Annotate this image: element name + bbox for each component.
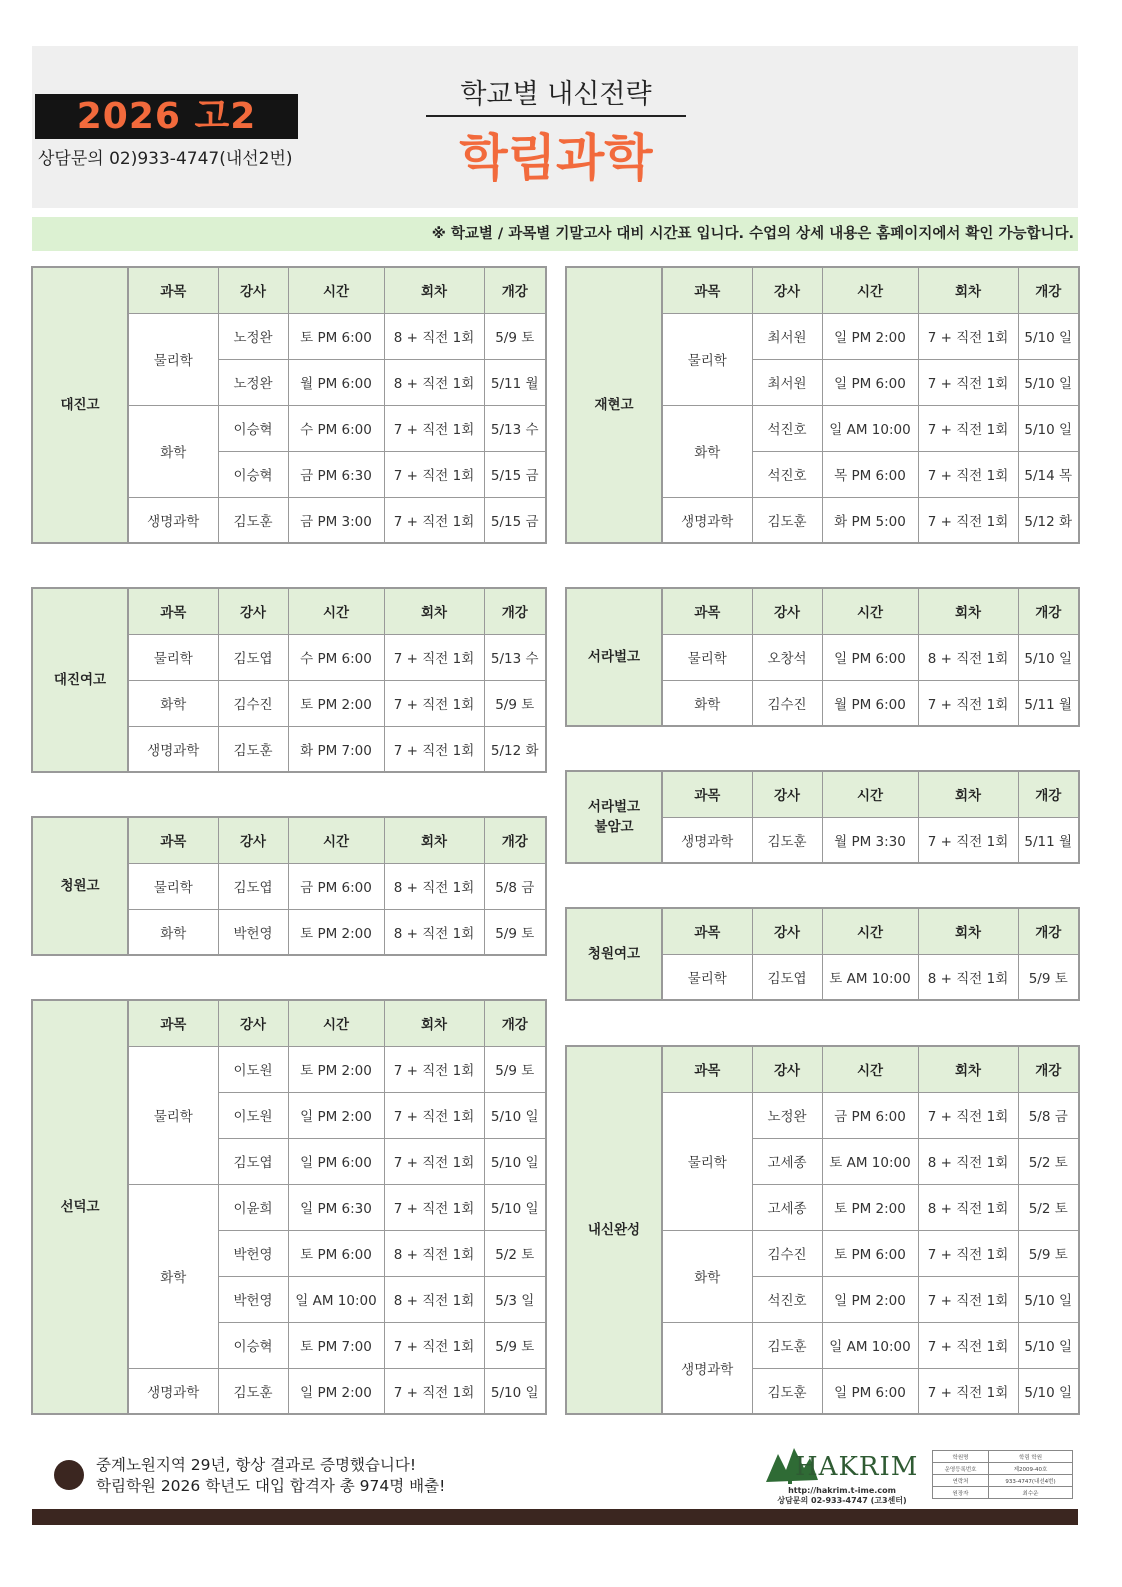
subject-cell: 화학 (662, 405, 752, 497)
teacher-cell: 고세종 (752, 1138, 822, 1184)
col-teacher: 강사 (752, 771, 822, 817)
sessions-cell: 7 + 직전 1회 (384, 1046, 484, 1092)
notice-banner: ※ 학교별 / 과목별 기말고사 대비 시간표 입니다. 수업의 상세 내용은 홈페이지에서 확인 가능합니다. (32, 217, 1078, 251)
sessions-cell: 8 + 직전 1회 (384, 313, 484, 359)
school-name: 대진고 (32, 267, 128, 543)
subject-cell: 물리학 (662, 313, 752, 405)
time-cell: 일 PM 6:00 (822, 634, 918, 680)
time-cell: 월 PM 6:00 (822, 680, 918, 726)
sessions-cell: 8 + 직전 1회 (918, 1138, 1018, 1184)
start-cell: 5/12 화 (1018, 497, 1079, 543)
time-cell: 월 PM 6:00 (288, 359, 384, 405)
col-subject: 과목 (662, 771, 752, 817)
sessions-cell: 7 + 직전 1회 (918, 1092, 1018, 1138)
table-row (933, 1487, 1073, 1499)
teacher-cell: 김수진 (752, 1230, 822, 1276)
info-value: 학림 학원 (989, 1451, 1073, 1463)
logo-url (772, 1486, 912, 1506)
teacher-cell: 석진호 (752, 405, 822, 451)
sessions-cell: 8 + 직전 1회 (918, 954, 1018, 1000)
col-teacher: 강사 (752, 1046, 822, 1092)
teacher-cell: 이도원 (218, 1092, 288, 1138)
subject-cell: 생명과학 (128, 726, 218, 772)
sessions-cell: 7 + 직전 1회 (384, 1368, 484, 1414)
teacher-cell: 석진호 (752, 451, 822, 497)
footer-message (96, 1455, 445, 1497)
teacher-cell: 이승혁 (218, 1322, 288, 1368)
info-value: 제2009-40호 (989, 1463, 1073, 1475)
teacher-cell: 박헌영 (218, 1230, 288, 1276)
col-teacher: 강사 (752, 588, 822, 634)
sessions-cell: 7 + 직전 1회 (384, 680, 484, 726)
sessions-cell: 7 + 직전 1회 (384, 726, 484, 772)
start-cell: 5/10 일 (484, 1368, 546, 1414)
teacher-cell: 이도원 (218, 1046, 288, 1092)
teacher-cell: 김도훈 (752, 1322, 822, 1368)
teacher-cell: 석진호 (752, 1276, 822, 1322)
col-sessions: 회차 (918, 267, 1018, 313)
time-cell: 금 PM 6:30 (288, 451, 384, 497)
footer-line1: 중계노원지역 29년, 항상 결과로 증명했습니다! (96, 1456, 417, 1474)
subject-cell: 생명과학 (128, 497, 218, 543)
col-sessions: 회차 (918, 771, 1018, 817)
col-teacher: 강사 (218, 267, 288, 313)
time-cell: 목 PM 6:00 (822, 451, 918, 497)
time-cell: 일 PM 6:00 (822, 359, 918, 405)
school-name: 대진여고 (32, 588, 128, 772)
subject-cell: 물리학 (128, 634, 218, 680)
sessions-cell: 7 + 직전 1회 (384, 634, 484, 680)
schedule-cheongwon-girls (565, 907, 1080, 1001)
sessions-cell: 7 + 직전 1회 (918, 451, 1018, 497)
sessions-cell: 7 + 직전 1회 (918, 405, 1018, 451)
start-cell: 5/10 일 (484, 1138, 546, 1184)
start-cell: 5/9 토 (1018, 1230, 1079, 1276)
footer-line2: 학림학원 2026 학년도 대입 합격자 총 974명 배출! (96, 1477, 446, 1495)
sessions-cell: 7 + 직전 1회 (918, 313, 1018, 359)
col-teacher: 강사 (218, 588, 288, 634)
time-cell: 토 PM 2:00 (822, 1184, 918, 1230)
start-cell: 5/9 토 (484, 680, 546, 726)
schedule-jaehyun (565, 266, 1080, 544)
subject-cell: 물리학 (662, 954, 752, 1000)
schedule-seondeok (31, 999, 547, 1415)
time-cell: 화 PM 7:00 (288, 726, 384, 772)
sessions-cell: 8 + 직전 1회 (918, 634, 1018, 680)
teacher-cell: 김도엽 (218, 863, 288, 909)
sessions-cell: 7 + 직전 1회 (918, 359, 1018, 405)
start-cell: 5/2 토 (484, 1230, 546, 1276)
start-cell: 5/9 토 (484, 1046, 546, 1092)
teacher-cell: 김도엽 (218, 1138, 288, 1184)
start-cell: 5/10 일 (1018, 405, 1079, 451)
start-cell: 5/11 월 (1018, 817, 1079, 863)
start-cell: 5/14 목 (1018, 451, 1079, 497)
teacher-cell: 김도훈 (752, 817, 822, 863)
info-value: 933-4747(내선4번) (989, 1475, 1073, 1487)
info-label: 연락처 (933, 1475, 989, 1487)
col-teacher: 강사 (218, 817, 288, 863)
teacher-cell: 최서원 (752, 359, 822, 405)
teacher-cell: 노정완 (218, 359, 288, 405)
start-cell: 5/12 화 (484, 726, 546, 772)
time-cell: 토 PM 6:00 (288, 1230, 384, 1276)
bottom-bar (32, 1509, 1078, 1525)
start-cell: 5/9 토 (484, 313, 546, 359)
col-subject: 과목 (662, 908, 752, 954)
subject-cell: 물리학 (128, 1046, 218, 1184)
teacher-cell: 이윤희 (218, 1184, 288, 1230)
col-start: 개강 (1018, 267, 1079, 313)
subject-cell: 생명과학 (662, 817, 752, 863)
sessions-cell: 8 + 직전 1회 (384, 1276, 484, 1322)
col-time: 시간 (288, 267, 384, 313)
subject-cell: 화학 (662, 680, 752, 726)
school-name: 내신완성 (566, 1046, 662, 1414)
col-sessions: 회차 (384, 817, 484, 863)
time-cell: 토 PM 2:00 (288, 1046, 384, 1092)
col-sessions: 회차 (384, 588, 484, 634)
schedule-daejin-girls (31, 587, 547, 773)
teacher-cell: 노정완 (752, 1092, 822, 1138)
col-time: 시간 (288, 1000, 384, 1046)
teacher-cell: 김수진 (218, 680, 288, 726)
teacher-cell: 김도엽 (218, 634, 288, 680)
start-cell: 5/10 일 (484, 1184, 546, 1230)
school-name-line2: 불암고 (594, 819, 634, 835)
col-subject: 과목 (662, 588, 752, 634)
table-row (933, 1475, 1073, 1487)
teacher-cell: 김도훈 (218, 1368, 288, 1414)
page-title: 학림과학 (459, 129, 653, 187)
col-start: 개강 (484, 588, 546, 634)
subject-cell: 생명과학 (128, 1368, 218, 1414)
col-time: 시간 (822, 267, 918, 313)
teacher-cell: 박헌영 (218, 909, 288, 955)
start-cell: 5/11 월 (1018, 680, 1079, 726)
start-cell: 5/8 금 (484, 863, 546, 909)
col-start: 개강 (1018, 1046, 1079, 1092)
teacher-cell: 오창석 (752, 634, 822, 680)
time-cell: 월 PM 3:30 (822, 817, 918, 863)
sessions-cell: 8 + 직전 1회 (918, 1184, 1018, 1230)
col-subject: 과목 (128, 817, 218, 863)
time-cell: 일 PM 2:00 (288, 1092, 384, 1138)
sessions-cell: 7 + 직전 1회 (918, 680, 1018, 726)
col-sessions: 회차 (918, 1046, 1018, 1092)
teacher-cell: 김수진 (752, 680, 822, 726)
col-time: 시간 (822, 1046, 918, 1092)
logo-contact-text: 상담문의 02-933-4747 (고3센터) (777, 1496, 907, 1505)
time-cell: 토 PM 6:00 (822, 1230, 918, 1276)
start-cell: 5/2 토 (1018, 1184, 1079, 1230)
year-label: 2026 고2 (35, 94, 298, 139)
time-cell: 금 PM 6:00 (822, 1092, 918, 1138)
start-cell: 5/10 일 (1018, 1322, 1079, 1368)
start-cell: 5/15 금 (484, 451, 546, 497)
schedule-seorabeol-buram (565, 770, 1080, 864)
sessions-cell: 7 + 직전 1회 (384, 1092, 484, 1138)
sessions-cell: 8 + 직전 1회 (384, 359, 484, 405)
time-cell: 일 AM 10:00 (288, 1276, 384, 1322)
sessions-cell: 7 + 직전 1회 (384, 405, 484, 451)
school-name: 선덕고 (32, 1000, 128, 1414)
table-row (933, 1451, 1073, 1463)
col-teacher: 강사 (752, 267, 822, 313)
col-subject: 과목 (128, 267, 218, 313)
info-value: 최수운 (989, 1487, 1073, 1499)
time-cell: 수 PM 6:00 (288, 405, 384, 451)
teacher-cell: 노정완 (218, 313, 288, 359)
info-label: 원장자 (933, 1487, 989, 1499)
time-cell: 토 PM 7:00 (288, 1322, 384, 1368)
time-cell: 일 PM 2:00 (822, 1276, 918, 1322)
teacher-cell: 박헌영 (218, 1276, 288, 1322)
start-cell: 5/3 일 (484, 1276, 546, 1322)
col-start: 개강 (484, 1000, 546, 1046)
col-teacher: 강사 (218, 1000, 288, 1046)
subject-cell: 물리학 (128, 313, 218, 405)
col-sessions: 회차 (918, 908, 1018, 954)
subject-cell: 화학 (128, 680, 218, 726)
start-cell: 5/11 월 (484, 359, 546, 405)
teacher-cell: 최서원 (752, 313, 822, 359)
col-start: 개강 (1018, 588, 1079, 634)
time-cell: 토 PM 2:00 (288, 909, 384, 955)
teacher-cell: 이승혁 (218, 405, 288, 451)
time-cell: 일 AM 10:00 (822, 1322, 918, 1368)
start-cell: 5/9 토 (484, 1322, 546, 1368)
time-cell: 일 PM 6:00 (822, 1368, 918, 1414)
teacher-cell: 이승혁 (218, 451, 288, 497)
start-cell: 5/10 일 (1018, 1368, 1079, 1414)
col-sessions: 회차 (384, 267, 484, 313)
sessions-cell: 7 + 직전 1회 (918, 497, 1018, 543)
subject-cell: 화학 (128, 405, 218, 497)
col-start: 개강 (484, 817, 546, 863)
academy-info-table (932, 1450, 1073, 1499)
start-cell: 5/13 수 (484, 405, 546, 451)
subject-cell: 화학 (128, 1184, 218, 1368)
col-time: 시간 (822, 908, 918, 954)
subject-cell: 생명과학 (662, 497, 752, 543)
sessions-cell: 7 + 직전 1회 (918, 1322, 1018, 1368)
sessions-cell: 7 + 직전 1회 (384, 451, 484, 497)
time-cell: 일 PM 6:30 (288, 1184, 384, 1230)
col-start: 개강 (484, 267, 546, 313)
col-subject: 과목 (662, 1046, 752, 1092)
subject-cell: 화학 (128, 909, 218, 955)
sessions-cell: 7 + 직전 1회 (918, 1368, 1018, 1414)
start-cell: 5/10 일 (484, 1092, 546, 1138)
col-teacher: 강사 (752, 908, 822, 954)
time-cell: 토 PM 2:00 (288, 680, 384, 726)
teacher-cell: 김도훈 (218, 497, 288, 543)
col-time: 시간 (822, 588, 918, 634)
subject-cell: 물리학 (128, 863, 218, 909)
info-label: 학원명 (933, 1451, 989, 1463)
time-cell: 토 AM 10:00 (822, 1138, 918, 1184)
time-cell: 일 PM 2:00 (822, 313, 918, 359)
logo-wordmark: HAKRIM (795, 1452, 919, 1482)
info-label: 운영등록번호 (933, 1463, 989, 1475)
sessions-cell: 7 + 직전 1회 (384, 1322, 484, 1368)
start-cell: 5/2 토 (1018, 1138, 1079, 1184)
time-cell: 일 AM 10:00 (822, 405, 918, 451)
time-cell: 수 PM 6:00 (288, 634, 384, 680)
start-cell: 5/9 토 (1018, 954, 1079, 1000)
col-subject: 과목 (662, 267, 752, 313)
time-cell: 일 PM 6:00 (288, 1138, 384, 1184)
schedule-daejin (31, 266, 547, 544)
sessions-cell: 7 + 직전 1회 (384, 497, 484, 543)
time-cell: 금 PM 3:00 (288, 497, 384, 543)
start-cell: 5/9 토 (484, 909, 546, 955)
start-cell: 5/10 일 (1018, 359, 1079, 405)
col-subject: 과목 (128, 1000, 218, 1046)
teacher-cell: 김도엽 (752, 954, 822, 1000)
teacher-cell: 김도훈 (752, 1368, 822, 1414)
sessions-cell: 7 + 직전 1회 (918, 817, 1018, 863)
col-time: 시간 (288, 588, 384, 634)
school-name-line1: 서라벌고 (587, 798, 641, 815)
sessions-cell: 7 + 직전 1회 (384, 1184, 484, 1230)
schedule-naesin (565, 1045, 1080, 1415)
col-time: 시간 (288, 817, 384, 863)
col-time: 시간 (822, 771, 918, 817)
schedule-seorabeol (565, 587, 1080, 727)
subject-cell: 화학 (662, 1230, 752, 1322)
sessions-cell: 8 + 직전 1회 (384, 1230, 484, 1276)
sessions-cell: 7 + 직전 1회 (384, 1138, 484, 1184)
time-cell: 화 PM 5:00 (822, 497, 918, 543)
table-row (933, 1463, 1073, 1475)
footer-bullet (54, 1460, 84, 1490)
school-name (566, 771, 662, 863)
logo-url-text: http://hakrim.t-ime.com (788, 1486, 896, 1495)
teacher-cell: 고세종 (752, 1184, 822, 1230)
start-cell: 5/10 일 (1018, 634, 1079, 680)
subject-cell: 물리학 (662, 634, 752, 680)
time-cell: 일 PM 2:00 (288, 1368, 384, 1414)
school-name: 재현고 (566, 267, 662, 543)
sessions-cell: 8 + 직전 1회 (384, 909, 484, 955)
subject-cell: 물리학 (662, 1092, 752, 1230)
sessions-cell: 8 + 직전 1회 (384, 863, 484, 909)
start-cell: 5/8 금 (1018, 1092, 1079, 1138)
school-name: 청원여고 (566, 908, 662, 1000)
start-cell: 5/15 금 (484, 497, 546, 543)
school-name: 청원고 (32, 817, 128, 955)
time-cell: 토 PM 6:00 (288, 313, 384, 359)
col-start: 개강 (1018, 908, 1079, 954)
schedule-cheongwon (31, 816, 547, 956)
contact-phone: 상담문의 02)933-4747(내선2번) (38, 149, 293, 169)
school-name: 서라벌고 (566, 588, 662, 726)
sessions-cell: 7 + 직전 1회 (918, 1230, 1018, 1276)
col-sessions: 회차 (918, 588, 1018, 634)
col-subject: 과목 (128, 588, 218, 634)
start-cell: 5/13 수 (484, 634, 546, 680)
col-sessions: 회차 (384, 1000, 484, 1046)
teacher-cell: 김도훈 (218, 726, 288, 772)
start-cell: 5/10 일 (1018, 313, 1079, 359)
time-cell: 금 PM 6:00 (288, 863, 384, 909)
subject-cell: 생명과학 (662, 1322, 752, 1414)
sessions-cell: 7 + 직전 1회 (918, 1276, 1018, 1322)
teacher-cell: 김도훈 (752, 497, 822, 543)
time-cell: 토 AM 10:00 (822, 954, 918, 1000)
page-subtitle: 학교별 내신전략 (426, 72, 686, 117)
start-cell: 5/10 일 (1018, 1276, 1079, 1322)
col-start: 개강 (1018, 771, 1079, 817)
